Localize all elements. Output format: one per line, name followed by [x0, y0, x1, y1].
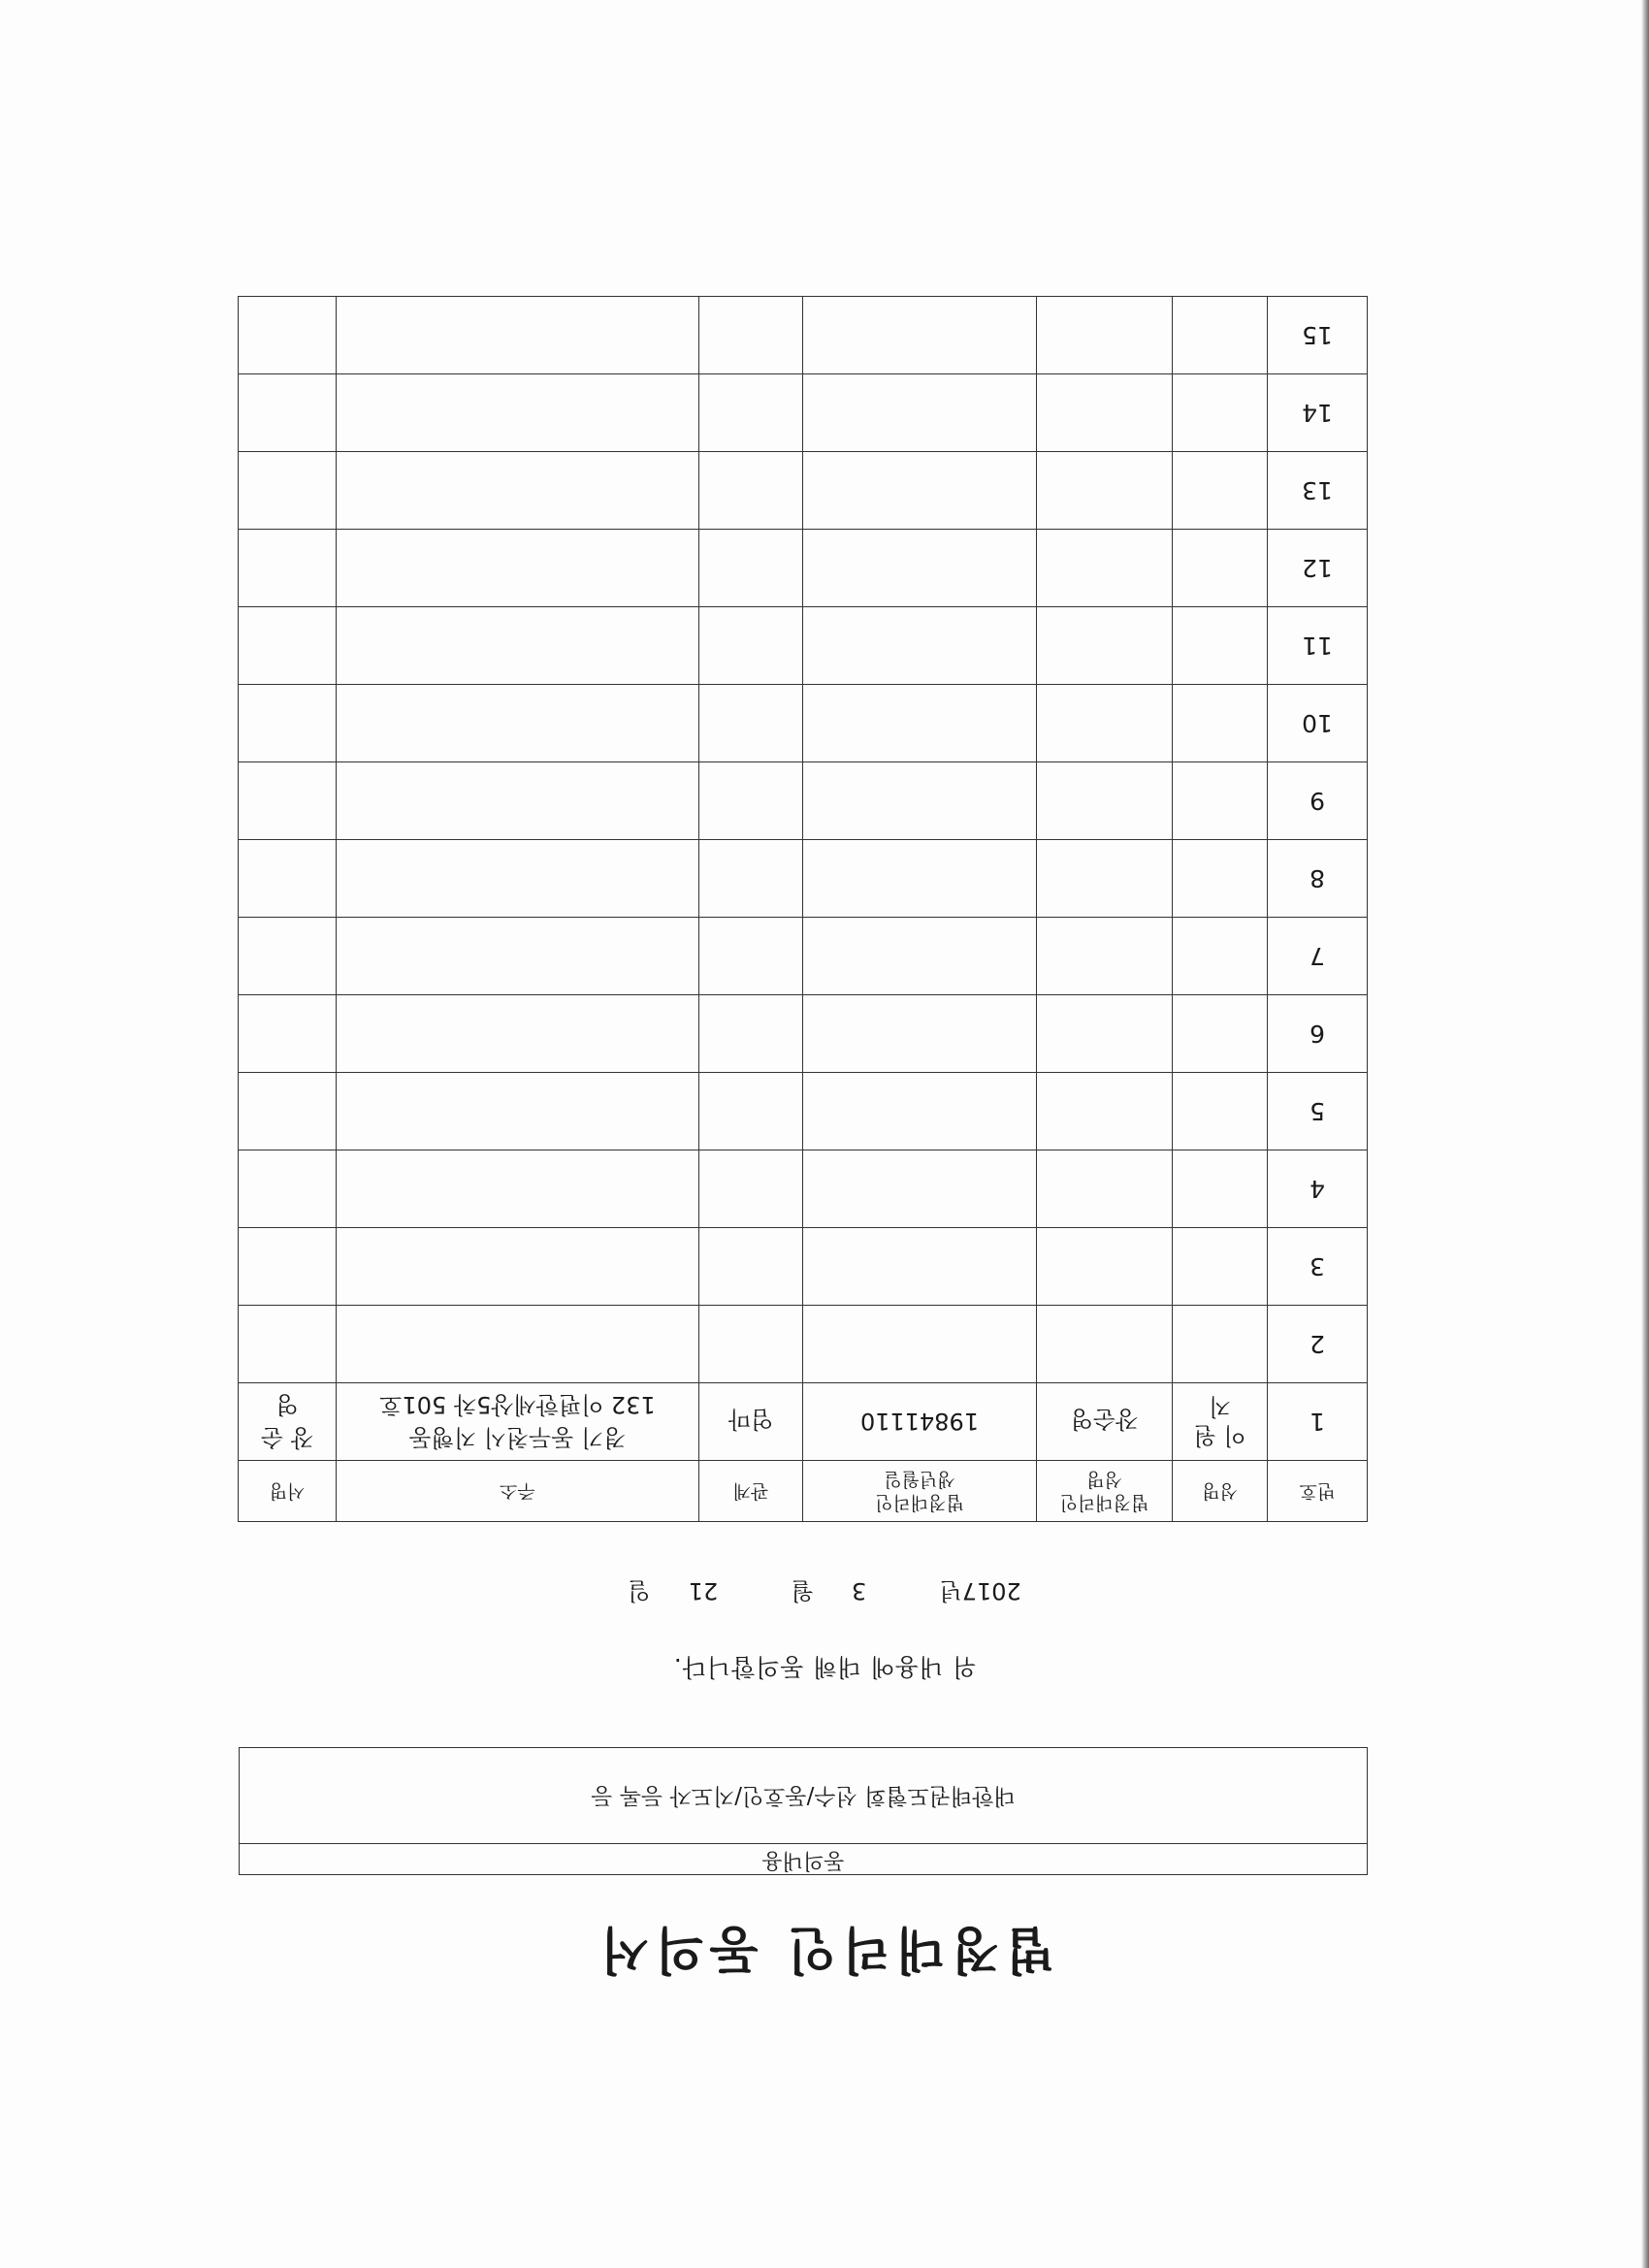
- cell-guardian-name: [1037, 685, 1173, 762]
- cell-address: 경기 동두천시 지행동 132 이편한세상5차 501호: [337, 1383, 699, 1461]
- header-no: 번호: [1268, 1461, 1368, 1522]
- cell-address: [337, 1073, 699, 1150]
- header-address: 주소: [337, 1461, 699, 1522]
- cell-name: [1173, 1306, 1268, 1383]
- date-day: 21: [688, 1577, 719, 1604]
- table-row: [239, 452, 1368, 530]
- cell-guardian-birth: [803, 452, 1037, 530]
- cell-address: [337, 685, 699, 762]
- cell-name: [1173, 995, 1268, 1073]
- cell-relation: [699, 297, 803, 374]
- table-row: [239, 374, 1368, 452]
- cell-guardian-birth: [803, 762, 1037, 840]
- table-row: [239, 1150, 1368, 1228]
- cell-name: [1173, 762, 1268, 840]
- cell-name: [1173, 530, 1268, 607]
- agreement-statement: 위 내용에 대해 동의합니다.: [672, 1653, 977, 1681]
- table-row: [239, 297, 1368, 374]
- date-month-unit: 월: [791, 1577, 814, 1604]
- cell-no: 3: [1268, 1228, 1368, 1306]
- header-guardian-birth: 법정대리인 생년월일: [803, 1461, 1037, 1522]
- cell-signature: [239, 374, 337, 452]
- cell-guardian-name: [1037, 374, 1173, 452]
- cell-relation: [699, 995, 803, 1073]
- cell-name: [1173, 452, 1268, 530]
- header-relation: 관계: [699, 1461, 803, 1522]
- cell-guardian-name: [1037, 297, 1173, 374]
- cell-guardian-name: [1037, 530, 1173, 607]
- cell-address: [337, 762, 699, 840]
- cell-guardian-birth: [803, 1228, 1037, 1306]
- document-title: 법정대리인 동의서: [595, 1920, 1054, 1979]
- cell-signature: [239, 1306, 337, 1383]
- cell-relation: [699, 840, 803, 918]
- cell-guardian-name: [1037, 762, 1173, 840]
- cell-guardian-name: [1037, 452, 1173, 530]
- cell-guardian-birth: [803, 297, 1037, 374]
- cell-no: 2: [1268, 1306, 1368, 1383]
- cell-signature: [239, 530, 337, 607]
- cell-no: 14: [1268, 374, 1368, 452]
- cell-signature: [239, 995, 337, 1073]
- consent-body: 대한태권도협회 선수/동호인/지도자 등록 등: [591, 1783, 1016, 1808]
- cell-signature: [239, 840, 337, 918]
- cell-no: 7: [1268, 918, 1368, 995]
- table-body: [239, 297, 1368, 1461]
- cell-no: 4: [1268, 1150, 1368, 1228]
- cell-name: [1173, 840, 1268, 918]
- cell-relation: 엄마: [699, 1383, 803, 1461]
- cell-address: [337, 840, 699, 918]
- cell-guardian-birth: [803, 607, 1037, 685]
- table-row: [239, 1306, 1368, 1383]
- cell-relation: [699, 374, 803, 452]
- cell-relation: [699, 1228, 803, 1306]
- cell-name: [1173, 1150, 1268, 1228]
- cell-address: [337, 297, 699, 374]
- cell-name: [1173, 607, 1268, 685]
- cell-relation: [699, 685, 803, 762]
- table-row: [239, 607, 1368, 685]
- cell-address: [337, 452, 699, 530]
- cell-signature: [239, 1228, 337, 1306]
- table-row: [239, 918, 1368, 995]
- table-row: [239, 762, 1368, 840]
- cell-no: 8: [1268, 840, 1368, 918]
- cell-relation: [699, 530, 803, 607]
- cell-no: 5: [1268, 1073, 1368, 1150]
- cell-address: [337, 918, 699, 995]
- date-year: 2017년: [939, 1577, 1021, 1604]
- cell-guardian-name: [1037, 607, 1173, 685]
- cell-address: [337, 1306, 699, 1383]
- cell-address: [337, 1150, 699, 1228]
- cell-relation: [699, 1306, 803, 1383]
- cell-address: [337, 530, 699, 607]
- cell-signature: [239, 607, 337, 685]
- cell-guardian-birth: [803, 918, 1037, 995]
- cell-name: 이 원 지: [1173, 1383, 1268, 1461]
- cell-signature: [239, 685, 337, 762]
- table-row: [239, 1383, 1368, 1461]
- cell-guardian-birth: 19841110: [803, 1383, 1037, 1461]
- table-header-row: [239, 1461, 1368, 1522]
- cell-no: 13: [1268, 452, 1368, 530]
- cell-guardian-name: [1037, 1228, 1173, 1306]
- cell-address: [337, 995, 699, 1073]
- consent-box: [239, 1747, 1368, 1875]
- cell-signature: [239, 297, 337, 374]
- cell-no: 1: [1268, 1383, 1368, 1461]
- cell-signature: [239, 1073, 337, 1150]
- cell-name: [1173, 374, 1268, 452]
- cell-no: 15: [1268, 297, 1368, 374]
- cell-name: [1173, 1228, 1268, 1306]
- table-row: [239, 685, 1368, 762]
- cell-guardian-name: [1037, 840, 1173, 918]
- consent-header: 동의내용: [240, 1843, 1367, 1874]
- cell-relation: [699, 607, 803, 685]
- cell-relation: [699, 762, 803, 840]
- cell-signature: 장 순 영: [239, 1383, 337, 1461]
- header-guardian-name: 법정대리인 성명: [1037, 1461, 1173, 1522]
- cell-guardian-name: [1037, 1073, 1173, 1150]
- cell-guardian-name: [1037, 995, 1173, 1073]
- cell-relation: [699, 452, 803, 530]
- guardian-table: [238, 296, 1368, 1522]
- cell-guardian-birth: [803, 995, 1037, 1073]
- cell-guardian-birth: [803, 840, 1037, 918]
- table-row: [239, 530, 1368, 607]
- cell-guardian-name: [1037, 1306, 1173, 1383]
- cell-no: 6: [1268, 995, 1368, 1073]
- cell-name: [1173, 685, 1268, 762]
- table-row: [239, 995, 1368, 1073]
- cell-no: 9: [1268, 762, 1368, 840]
- cell-no: 10: [1268, 685, 1368, 762]
- cell-guardian-birth: [803, 685, 1037, 762]
- cell-signature: [239, 452, 337, 530]
- cell-name: [1173, 918, 1268, 995]
- cell-address: [337, 374, 699, 452]
- cell-name: [1173, 1073, 1268, 1150]
- date-day-unit: 일: [628, 1577, 651, 1604]
- cell-name: [1173, 297, 1268, 374]
- cell-guardian-name: [1037, 918, 1173, 995]
- cell-signature: [239, 762, 337, 840]
- cell-guardian-birth: [803, 1150, 1037, 1228]
- cell-guardian-birth: [803, 530, 1037, 607]
- table-row: [239, 1228, 1368, 1306]
- cell-address: [337, 607, 699, 685]
- date-month: 3: [851, 1577, 867, 1604]
- cell-no: 11: [1268, 607, 1368, 685]
- cell-guardian-birth: [803, 1073, 1037, 1150]
- cell-guardian-birth: [803, 1306, 1037, 1383]
- header-signature: 서명: [239, 1461, 337, 1522]
- cell-no: 12: [1268, 530, 1368, 607]
- cell-address: [337, 1228, 699, 1306]
- header-name: 성명: [1173, 1461, 1268, 1522]
- cell-signature: [239, 918, 337, 995]
- table-row: [239, 840, 1368, 918]
- cell-relation: [699, 1150, 803, 1228]
- cell-guardian-name: 장순영: [1037, 1383, 1173, 1461]
- cell-guardian-name: [1037, 1150, 1173, 1228]
- cell-guardian-birth: [803, 374, 1037, 452]
- cell-signature: [239, 1150, 337, 1228]
- table-row: [239, 1073, 1368, 1150]
- document-date: [0, 1576, 1649, 1610]
- cell-relation: [699, 1073, 803, 1150]
- cell-relation: [699, 918, 803, 995]
